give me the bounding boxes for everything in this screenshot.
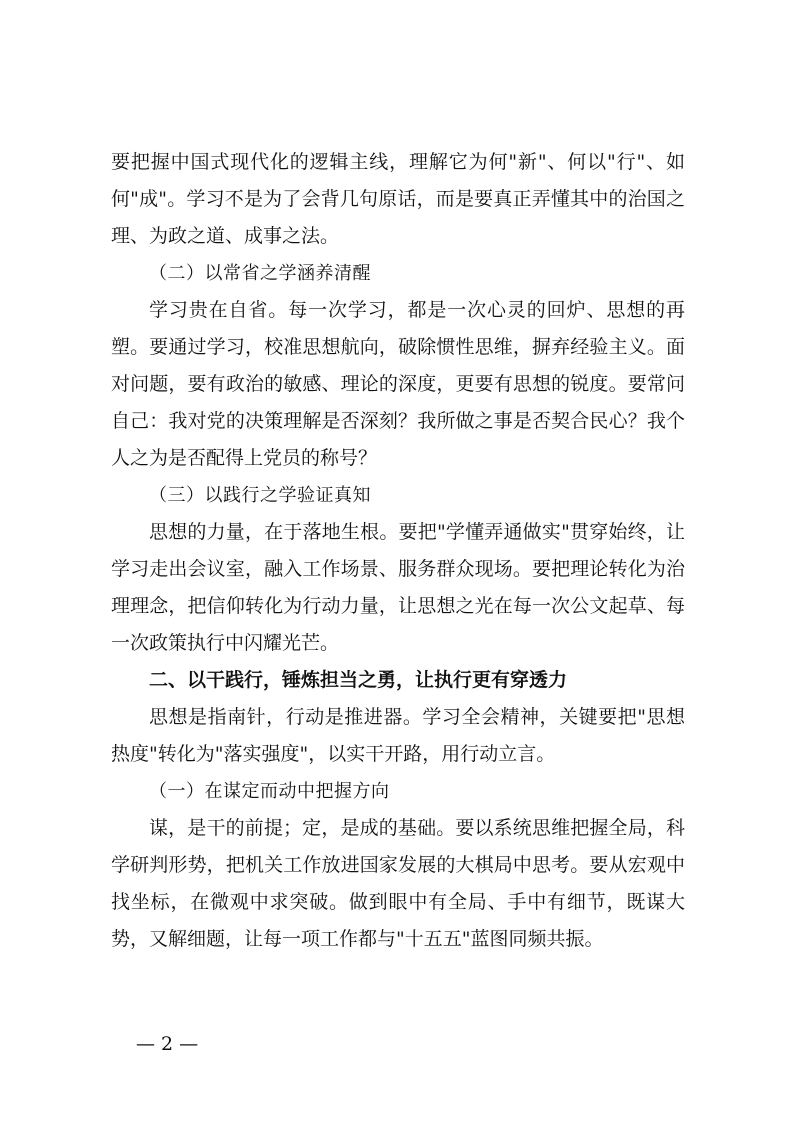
subheading-2: （二）以常省之学涵养清醒 <box>149 263 371 284</box>
body-paragraph: 学习贵在自省。每一次学习，都是一次心灵的回炉、思想的再塑。要通过学习，校准思想航向，破除惯性思维，摒弃经验主义。面对问题，要有政治的敏感、理论的深度，更要有思想的锐度。要常问自己：我对党的决策理解是否深刻？我所做之事是否契合民心？我个人之为是否配得上党员的称号？ <box>111 299 685 469</box>
body-paragraph: 思想的力量，在于落地生根。要把"学懂弄通做实"贯穿始终，让学习走出会议室，融入工作场景、服务群众现场。要把理论转化为治理理念，把信仰转化为行动力量，让思想之光在每一次公文起草、每一次政策执行中闪耀光芒。 <box>111 521 685 654</box>
body-paragraph: 要把握中国式现代化的逻辑主线，理解它为何"新"、何以"行"、如何"成"。学习不是为了会背几句原话，而是要真正弄懂其中的治国之理、为政之道、成事之法。 <box>111 151 685 247</box>
page-number: — 2 — <box>136 1033 199 1055</box>
subheading-1: （一）在谋定而动中把握方向 <box>149 781 390 802</box>
body-paragraph: 谋，是干的前提；定，是成的基础。要以系统思维把握全局，科学研判形势，把机关工作放进国家发展的大棋局中思考。要从宏观中找坐标，在微观中求突破。做到眼中有全局、手中有细节，既谋大势，又解细题，让每一项工作都与"十五五"蓝图同频共振。 <box>111 817 685 950</box>
document-body <box>111 144 685 958</box>
body-paragraph: 思想是指南针，行动是推进器。学习全会精神，关键要把"思想热度"转化为"落实强度"，以实干开路，用行动立言。 <box>111 706 685 765</box>
section-heading-2: 二、以干践行，锤炼担当之勇，让执行更有穿透力 <box>149 669 568 691</box>
subheading-3: （三）以践行之学验证真知 <box>149 485 371 506</box>
